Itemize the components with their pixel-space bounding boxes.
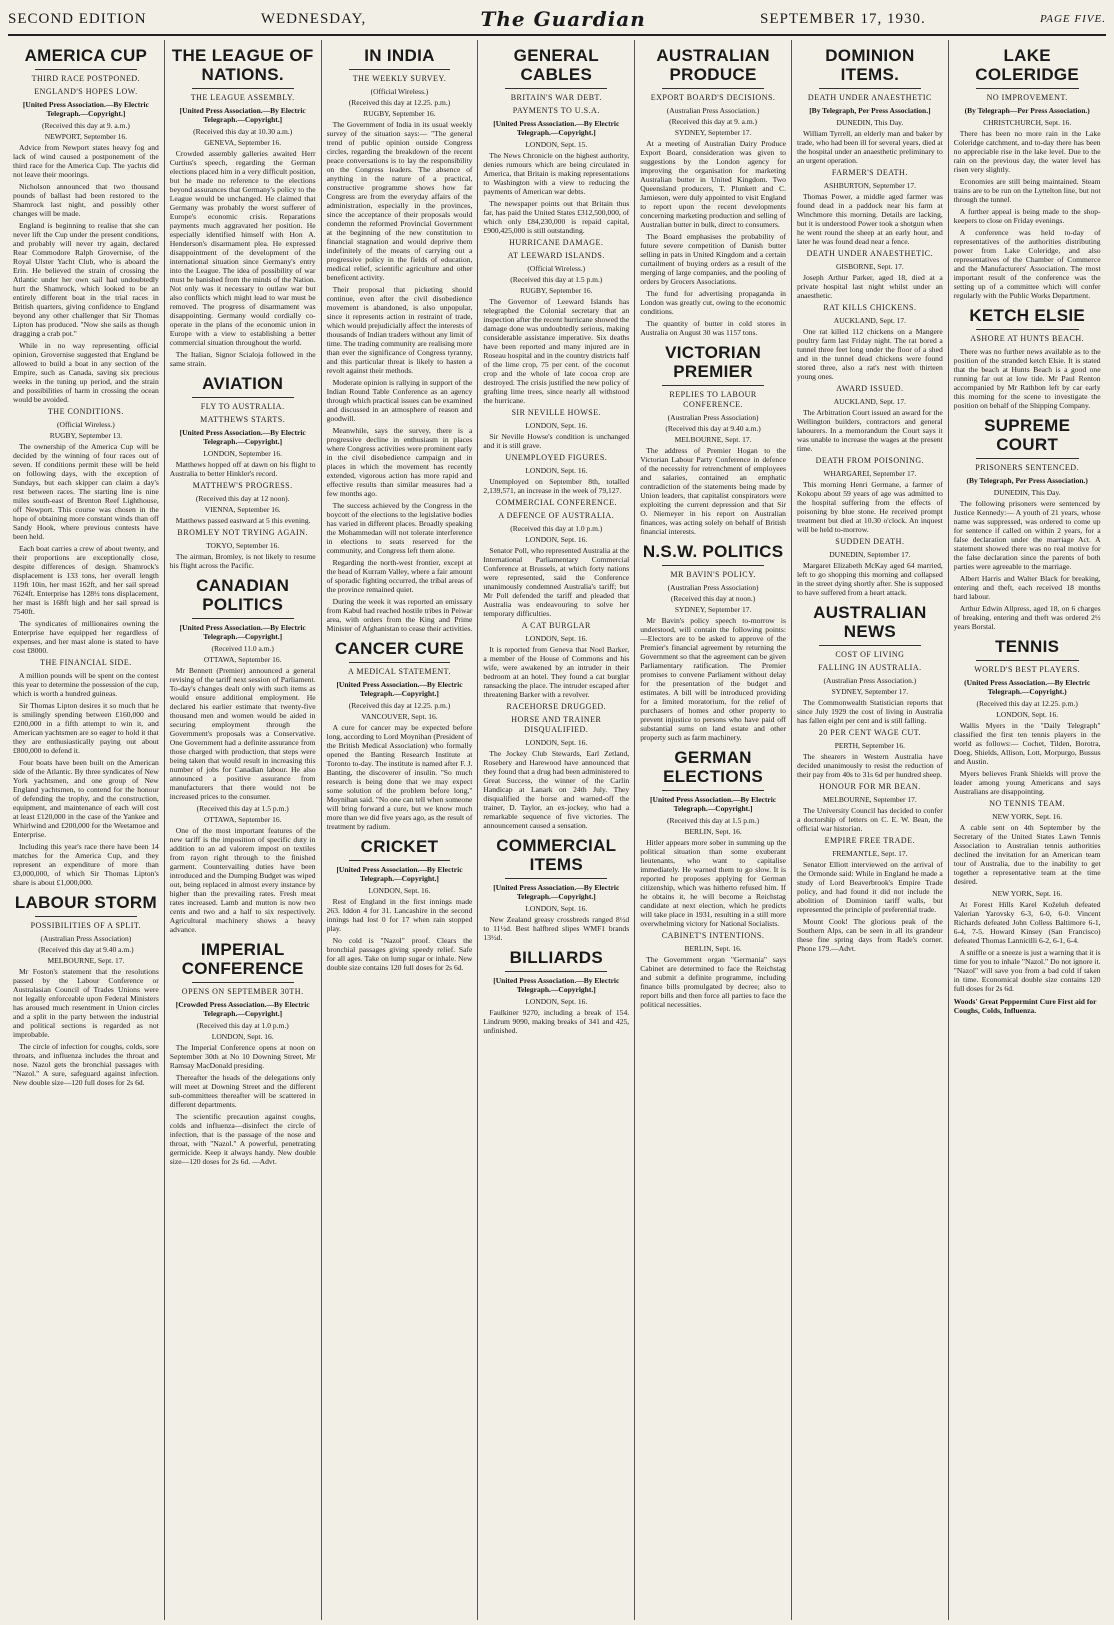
column-5: [635, 40, 792, 1620]
article-paragraph: The Commonwealth Statistician reports that since July 1929 the cost of living in Australia has fallen eight per cent and is still falling.: [796, 698, 943, 725]
headline-rule: [505, 878, 607, 879]
day-label: WEDNESDAY,: [260, 10, 367, 27]
article-paragraph: Crowded assembly galleries awaited Herr Curtius's speech, regarding the German elections placed him in a very difficult position, but he made no reference to the elections beyond assurances that Germany's policy to the League would be unchanged. He claimed that Germany was probably the worst sufferer of Europe's economic crisis. Reparations payments much aggravated her position. He especially identified himself with Hon A. Henderson's disarmament plea. He expressed disappointment of the development of the international situation since Germany's entry into the League. The idea of possibility of war must be banished from the minds of the Nation. Not only was it necessary to outlaw war but also conflicts which might lead to war must be removed. The progress of disarmament was disappointing. Germany would cordially co-operate in the plans of the economic union in Europe with a view to establishing a better commercial situation throughout the world.: [169, 149, 316, 347]
dateline: LONDON, Sept. 15.: [525, 140, 588, 149]
dateline: DUNEDIN, This Day.: [836, 118, 904, 127]
article-headline: TENNIS: [995, 637, 1060, 656]
article-paragraph: At Forest Hills Karel Koželuh defeated Valerian Yarovsky 6-3, 6-0, 6-0. Vincent Richards defeated John Colless Baltimore 6-1, 6-4, 7-5. Howard Kinsey (San Francisco) defeated Thomas Lannicilli 6-2, 6-1, 6-4.: [953, 900, 1101, 945]
dateline: LONDON, September 16.: [203, 449, 283, 458]
news-credit: [United Press Association.—By Electric Telegraph.—Copyright.]: [650, 795, 777, 813]
subheading: MR BAVIN'S POLICY.: [670, 570, 756, 579]
dateline: (Australian Press Association): [667, 583, 759, 592]
dateline: SYDNEY, September 17.: [674, 128, 752, 137]
dateline: LONDON, Sept. 16.: [996, 710, 1059, 719]
subheading: THE WEEKLY SURVEY.: [352, 74, 447, 83]
subheading: BROMLEY NOT TRYING AGAIN.: [177, 528, 308, 537]
masthead: [8, 4, 1106, 36]
article-paragraph: The quantity of butter in cold stores in Australia on August 30 was 1157 tons.: [640, 319, 786, 337]
article-headline: N.S.W. POLITICS: [642, 542, 784, 561]
article-paragraph: Advice from Newport states heavy fog and lack of wind caused a postponement of the third race for the America Cup. The yachts did not leave their moorings.: [13, 143, 159, 179]
dateline: (Australian Press Association.): [666, 106, 760, 115]
article-headline: THE LEAGUE OF NATIONS.: [171, 46, 314, 84]
headline-rule: [976, 88, 1079, 89]
article-paragraph: This morning Henri Germane, a farmer of Kokopu about 59 years of age was admitted to the hospital suffering from the effects of poisoning by blue stone. He received prompt treatment but died at 10.30 o'clock. An inquest will be held to-morrow.: [796, 480, 943, 534]
article-headline: COMMERCIAL ITEMS: [496, 836, 617, 874]
dateline: LONDON, Sept. 16.: [525, 466, 588, 475]
headline-rule: [819, 645, 921, 646]
article-headline: LAKE COLERIDGE: [975, 46, 1080, 84]
subheading: THE CONDITIONS.: [47, 407, 124, 416]
subheading: POSSIBILITIES OF A SPLIT.: [30, 921, 142, 930]
article-headline: AVIATION: [202, 374, 284, 393]
headline-rule: [662, 88, 764, 89]
article-paragraph: Unemployed on September 8th, totalled 2,139,571, an increase in the week of 79,127.: [483, 477, 630, 495]
dateline: (Received this day at 1.5 p.m.): [196, 804, 289, 813]
article-paragraph: Meanwhile, says the survey, there is a progressive decline in enthusiasm in places where Congress activities were prominent early in the civil disobedience campaign and in places in which the movement has recently extended, vigorous action has more rapid and effective results than similar measures had a few months ago.: [326, 426, 473, 498]
subheading: A DEFENCE OF AUSTRALIA.: [498, 511, 615, 520]
dateline: (Australian Press Association.): [823, 676, 917, 685]
dateline: (Australian Press Association): [667, 413, 759, 422]
headline-rule: [819, 88, 921, 89]
headline-rule: [662, 385, 764, 386]
article-paragraph: At a meeting of Australian Dairy Produce Export Board, consideration was given to suggestions by the London agency for improving the organisation for marketing Australian butter in United Kingdom. Two Queensland producers, T. Plunkett and C. Jamieson, were duly appointed to visit England to report upon the recent developments concerning marketing production and selling of Australian butter in bulk, direct to consumers.: [640, 139, 786, 229]
article-paragraph: There was no further news available as to the position of the stranded ketch Elsie. It is stated that the beach at Hunts Beach is a good one running far out at low tide. Mr Paul Renton accompanied by Mr Rathbon left by car early this morning for the scene to investigate the position on behalf of the Shipping Company.: [953, 347, 1101, 410]
subheading: NO IMPROVEMENT.: [986, 93, 1068, 102]
dateline: (Received this day at noon.): [670, 594, 756, 603]
article-paragraph: The syndicates of millionaires owning the Enterprise have equipped her regardless of expenses, and her mast alone is stated to have cost £8000.: [13, 619, 159, 655]
subheading: OPENS ON SEPTEMBER 30TH.: [181, 987, 304, 996]
headline-rule: [976, 660, 1079, 661]
dateline: MELBOURNE, September 17.: [823, 795, 917, 804]
article-headline: CANADIAN POLITICS: [196, 576, 290, 614]
headline-rule: [505, 971, 607, 972]
article-paragraph: The following prisoners were sentenced by Justice Kennedy:— A youth of 21 years, whose name was suppressed, was ordered to come up for sentence if called on within 2 years, for a false declaration under the marriage Act. A statement showed there was no real motive for the false declaration since the parents of both parties were agreeable to the marriage.: [953, 499, 1101, 571]
dateline: (Official Wireless.): [57, 420, 115, 429]
dateline: LONDON, Sept. 16.: [211, 1032, 274, 1041]
dateline: LONDON, Sept. 16.: [368, 886, 431, 895]
headline-rule: [976, 329, 1079, 330]
article-headline: AMERICA CUP: [24, 46, 148, 65]
article-paragraph: It is reported from Geneva that Noel Barker, a member of the House of Commons and his wife, were awakened by an intruder in their bedroom at an hotel. They found a cat burglar ransacking the place. The intruder escaped after threatening Barker with a revolver.: [483, 645, 630, 699]
headline-rule: [192, 397, 294, 398]
article-paragraph: Mr Foston's statement that the resolutions passed by the Labour Conference or Australasian Council of Trades Unions were not legally enforceable upon Federal Ministers has aroused much resentment in Union circles and a split in the party between the industrial and political sections is regarded as not improbable.: [13, 967, 159, 1039]
article-paragraph: The fund for advertising propaganda in London was greatly cut, owing to the economic conditions.: [640, 289, 786, 316]
article-paragraph: The circle of infection for coughs, colds, sore throats, and influenza includes the throat and nose. Nazol gets the bronchial passages with "Nazol." A sure, safeguard against infection. New double size—120 full doses for 2s 6d.: [13, 1042, 159, 1087]
dateline: (Received this day at 1.0 p.m.): [510, 524, 603, 533]
subheading: MATTHEW'S PROGRESS.: [192, 481, 293, 490]
dateline: LONDON, Sept. 16.: [525, 634, 588, 643]
dateline: (Received this day at 12.25. p.m.): [976, 699, 1078, 708]
article-paragraph: The success achieved by the Congress in the boycott of the elections to the legislative bodies has varied in different places. Broadly speaking the Mohammedan will not tolerate interference in elections to seats reserved for the community, and Congress left them alone.: [326, 501, 473, 555]
dateline: DUNEDIN, This Day.: [993, 488, 1061, 497]
dateline: NEW YORK, Sept. 16.: [992, 889, 1063, 898]
article-paragraph: Wallis Myers in the "Daily Telegraph" classified the first ten tennis players in the world as follows:— Cochet, Tilden, Borotra, Doeg, Shields, Allison, Lott, Morpurgo, Bussus and Austin.: [953, 721, 1101, 766]
headline-rule: [976, 458, 1079, 459]
dateline: (Received this day at 1.5 p.m.): [667, 816, 760, 825]
dateline: (Official Wireless.): [527, 264, 586, 273]
article-paragraph: Economies are still being maintained. Steam trains are to be run on the Lyttelton line, but not through the tunnel.: [953, 177, 1101, 204]
article-paragraph: William Tyrrell, an elderly man and baker by trade, who had been ill for several years, died at the hospital under an anaesthetic preliminary to an urgent operation.: [796, 129, 943, 165]
dateline: RUGBY, September 16.: [520, 286, 593, 295]
dateline: WHARGAREI, September 17.: [823, 469, 917, 478]
article-headline: KETCH ELSIE: [969, 306, 1086, 325]
columns-container: [8, 40, 1106, 1620]
dateline: SYDNEY, September 17.: [831, 687, 909, 696]
subheading: FLY TO AUSTRALIA.: [200, 402, 285, 411]
news-credit: [United Press Association.—By Electric Telegraph.—Copyright.]: [336, 680, 463, 698]
dateline: SYDNEY, September 17.: [674, 605, 752, 614]
article-paragraph: The Government of India in its usual weekly survey of the situation says:— "The general trend of public opinion outside Congress circles, regarding the breakdown of the recent peace conversations is to lay the responsibility on the Congress leaders. The absence of anything in the nature of a practical, constructive programme shows how far Congress are from the everyday affairs of the administration, especially in the provinces, since the acceptance of their proposals would condemn the reformed Provincial Government at the beginning of the new constitution to financial stagnation and would deprive them indefinitely of the means of carrying out a progressive policy in the fields of education, medical relief, scientific agriculture and other beneficent activity.: [326, 120, 473, 282]
news-credit: (United Press Association.—By Electric Telegraph.—Copyright.): [964, 678, 1091, 696]
article-paragraph: No cold is "Nazol" proof. Clears the bronchial passages giving speedy relief. Safe for all ages. Take on lump sugar or inhale. New double size contains 120 full doses for 2s 6d.: [326, 936, 473, 972]
subheading: SIR NEVILLE HOWSE.: [511, 408, 602, 417]
article-paragraph: The Government organ "Germania" says Cabinet are determined to face the Reichstag and submit a definite programme, including finance bills promulgated by decree; also to report bills and then force all parties to face the political necessities.: [640, 955, 786, 1009]
subheading: SUDDEN DEATH.: [835, 537, 905, 546]
dateline: AUCKLAND, Sept. 17.: [833, 397, 907, 406]
news-credit: (By Telegraph—Per Press Association.): [964, 106, 1090, 115]
dateline: (Received this day at 12 noon).: [195, 494, 290, 503]
article-paragraph: The newspaper points out that Britain thus far, has paid the United States £312,500,000, of which only £84,230,000 is repaid capital, £900,425,000 is still outstanding.: [483, 199, 630, 235]
dateline: TOKYO, September 16.: [206, 541, 280, 550]
dateline: OTTAWA, September 16.: [203, 815, 282, 824]
article-paragraph: Albert Harris and Walter Black for breaking, entering and theft, each received 18 months hard labour.: [953, 574, 1101, 601]
article-headline: CANCER CURE: [335, 639, 464, 658]
dateline: BERLIN, Sept. 16.: [684, 827, 742, 836]
article-paragraph: Each boat carries a crew of about twenty, and their proportions are exceptionally close, despite differences of design. Shamrock's displacement is 133 tons, her overall length 119ft 10in, her mast 162ft, and her sail spread 7624ft. Enterprise has 128½ tons displacement, her mast is 168ft high and her sail spread is 7540ft.: [13, 544, 159, 616]
dateline: DUNEDIN, September 17.: [829, 550, 911, 559]
dateline: LONDON, Sept. 16.: [525, 738, 588, 747]
article-paragraph: The shearers in Western Australia have decided unanimously to resist the reduction of their pay from 40s to 31s 6d per hundred sheep.: [796, 752, 943, 779]
article-paragraph: Senator Poll, who represented Australia at the International Parliamentary Commercial Conference at Brussels, at which forty nations were represented, said the Conference unanimously condemned Australia's tariff; but Mr Poll defended the tariff and pleaded that Australia was endeavouring to solve her temporary difficulties.: [483, 546, 630, 618]
article-headline: GENERAL CABLES: [513, 46, 599, 84]
dateline: VANCOUVER, Sept. 16.: [361, 712, 438, 721]
dateline: GENEVA, September 16.: [204, 138, 282, 147]
subheading: EMPIRE FREE TRADE.: [824, 836, 916, 845]
subheading: CABINET'S INTENTIONS.: [661, 931, 765, 940]
headline-rule: [349, 860, 451, 861]
subheading: DEATH FROM POISONING.: [815, 456, 925, 465]
news-credit: [United Press Association.—By Electric Telegraph.—Copyright.]: [493, 883, 620, 901]
article-paragraph: Nicholson announced that two thousand pounds of ballast had been restored to the Shamrock last night, and possibly other changes will be made.: [13, 182, 159, 218]
date-label: SEPTEMBER 17, 1930.: [760, 10, 926, 27]
subheading: HURRICANE DAMAGE.: [509, 238, 604, 247]
article-paragraph: Sir Neville Howse's condition is unchanged and it is still grave.: [483, 432, 630, 450]
headline-rule: [192, 982, 294, 983]
subheading: NO TENNIS TEAM.: [989, 799, 1066, 808]
subheading: 20 PER CENT WAGE CUT.: [818, 728, 922, 737]
article-paragraph: New Zealand greasy crossbreds ranged 8½d to 11½d. Best halfbred slipes WMF1 brands 13½d.: [483, 915, 630, 942]
subheading: AT LEEWARD ISLANDS.: [507, 251, 605, 260]
news-credit: (By Telegraph, Per Press Association.): [966, 476, 1088, 485]
article-paragraph: Their proposal that picketing should continue, even after the civil disobedience movement is abandoned, is also unpopular, since it represents action in restraint of trade, which would prejudicially affect the interests of thousands of Indian traders without any limit of time. The trading community are realising more than ever the significance of Congress tyranny, and this particular threat is likely to hasten a revolt against their methods.: [326, 285, 473, 375]
article-headline: VICTORIAN PREMIER: [665, 343, 762, 381]
article-paragraph: The Imperial Conference opens at noon on September 30th at No 10 Downing Street, Mr Ramsay MacDonald presiding.: [169, 1043, 316, 1070]
subheading: FALLING IN AUSTRALIA.: [818, 663, 922, 672]
subheading: PRISONERS SENTENCED.: [975, 463, 1080, 472]
page-number: PAGE FIVE.: [1039, 13, 1106, 25]
article-headline: AUSTRALIAN PRODUCE: [656, 46, 770, 84]
article-headline: DOMINION ITEMS.: [825, 46, 915, 84]
article-paragraph: Thereafter the heads of the delegations only will meet at Downing Street and the different sub-committees thereafter will be scattered in different departments.: [169, 1073, 316, 1109]
dateline: NEW YORK, Sept. 16.: [992, 812, 1063, 821]
article-paragraph: Myers believes Frank Shields will prove the leader among young Americans and says Australians are disappointing.: [953, 769, 1101, 796]
article-paragraph: Joseph Arthur Parker, aged 18, died at a private hospital last night whilst under an anaesthetic.: [796, 273, 943, 300]
article-paragraph: The Jockey Club Stewards, Earl Zetland, Rosebery and Harewood have announced that they found that a drug had been administered to Great Success, the winner of the Carlin Handicap at Lanark on 24th July. They disqualified the horse and warned-off the trainer, D. Taylor, an ex-jockey, who had a remarkable sequence of five victories. The announcement caused a sensation.: [483, 749, 630, 830]
article-paragraph: The airman, Bromley, is not likely to resume his flight across the Pacific.: [169, 552, 316, 570]
article-paragraph: Including this year's race there have been 14 matches for the America Cup, and they represent an expenditure of more than £3,000,000, of which Sir Thomas Lipton's share is about £1,000,000.: [13, 842, 159, 887]
dateline: LONDON, Sept. 16.: [525, 421, 588, 430]
dateline: NEWPORT, September 16.: [44, 132, 128, 141]
dateline: MELBOURNE, Sept. 17.: [674, 435, 752, 444]
dateline: VIENNA, September 16.: [204, 505, 281, 514]
dateline: (Received this day at 9. a.m.): [669, 117, 758, 126]
article-paragraph: The University Council has decided to confer a doctorship of letters on C. E. W. Bean, the official war historian.: [796, 806, 943, 833]
subheading: THIRD RACE POSTPONED.: [31, 74, 141, 83]
article-paragraph: While in no way representing official opinion, Grovernise suggested that England be allowed to build a boat in any section of the Empire, such as Canada, saving six precious weeks in the tuning up period, and the strain and possibilities of harm in crossing the ocean would be avoided.: [13, 341, 159, 404]
headline-rule: [35, 916, 137, 917]
article-paragraph: The scientific precaution against coughs, colds and influenza—disinfect the circle of infection, that is the passage of the nose and throat, with "Nazol." A powerful, penetrating germicide. Keep it always handy. New double size—120 doses for 2s 6d. —Advt.: [169, 1112, 316, 1166]
headline-rule: [35, 69, 137, 70]
article-paragraph: Moderate opinion is rallying in support of the Indian Round Table Conference as an agency through which practical issues can be examined and discussed in an atmosphere of reason and goodwill.: [326, 378, 473, 423]
dateline: LONDON, Sept. 16.: [525, 997, 588, 1006]
article-paragraph: A cable sent on 4th September by the Secretary of the United States Lawn Tennis Association to Australian tennis authorities declined the invitation for an American team tour of Australia, due to the inability to get together a representative team at the time desired.: [953, 823, 1101, 886]
dateline: GISBORNE, Sept. 17.: [836, 262, 904, 271]
article-paragraph: A sniffle or a sneeze is just a warning that it is time for you to inhale "Nazol." Do not ignore it. "Nazol" will save you from a bad cold if taken in time. Economical double size contains 120 full doses for 2s 6d.: [953, 948, 1101, 993]
article-paragraph: The News Chronicle on the highest authority, denies rumours which are being circulated in America, that Britain is making representations to Washington with a view to reducing the payments of American war debts.: [483, 151, 630, 196]
subheading: RACEHORSE DRUGGED.: [506, 702, 607, 711]
article-paragraph: A further appeal is being made to the shop-keepers to close on Friday evenings.: [953, 207, 1101, 225]
article-paragraph: A cure for cancer may be expected before long, according to Lord Moynihan (President of the British Medical Association) who formally opened the Banting Research Institute at Toronto to-day. The institute is named after F. J. Banting, the discoverer of insulin. "So much research is being done that we may expect some solution of the problem before long," Moynihan said. "No one can tell when someone will bring forward a cure, but we know much more than we did five years ago, as the result of treatment by radium.: [326, 723, 473, 831]
subheading: ENGLAND'S HOPES LOW.: [34, 87, 138, 96]
dateline: (Received this day at 1.5 p.m.): [510, 275, 603, 284]
dateline: (Received this day at 10.30 a.m.): [193, 127, 293, 136]
article-paragraph: Senator Elliott interviewed on the arrival of the Ormonde said: While in England he made a study of Lord Beaverbrook's Empire Trade policy, and had found it did not include the abolition of Dominion tariff walls, but represented the principle of preferential trade.: [796, 860, 943, 914]
article-headline: CRICKET: [360, 837, 439, 856]
article-paragraph: Arthur Edwin Allpress, aged 18, on 6 charges of breaking, entering and theft was ordered 2½ years Borstal.: [953, 604, 1101, 631]
dateline: RUGBY, September 16.: [363, 109, 436, 118]
dateline: CHRISTCHURCH, Sept. 16.: [983, 118, 1072, 127]
news-credit: [Crowded Press Association.—By Electric Telegraph.—Copyright.]: [175, 1000, 310, 1018]
article-paragraph: The address of Premier Hogan to the Victorian Labour Party Conference in defence of the necessity for retrenchment of employees and salaries, contained an emphatic contradiction of the statements being made by Union leaders, that capitalist conspirators were exploiting the current depression and that Sir O. Niemeyer in his report on Australian finances, was acting solely on behalf of British financial interests.: [640, 446, 786, 536]
article-paragraph: Four boats have been built on the American side of the Atlantic. By three syndicates of New York yachtsmen, and one group of New England yachtsmen, to contend for the honour of defending the trophy, and the construction, equipment, and maintenance of each will cost at least £120,000 in the case of the Yankee and Whirlwind and £200,000 for the Weetamoe and Enterprise.: [13, 758, 159, 839]
subheading: MATTHEWS STARTS.: [200, 415, 286, 424]
news-credit: [United Press Association.—By Electric Telegraph.—Copyright.]: [179, 106, 306, 124]
article-headline: IN INDIA: [364, 46, 435, 65]
subheading: UNEMPLOYED FIGURES.: [505, 453, 608, 462]
newspaper-title: The Guardian: [480, 7, 646, 31]
article-paragraph: Sir Thomas Lipton desires it so much that he is smilingly spending between £160,000 and £200,000 in a fifth attempt to win it, and American yachtsmen are so eager to hold it that they are enthusiastically paying out about £800,000 to defend it.: [13, 701, 159, 755]
subheading: FARMER'S DEATH.: [831, 168, 908, 177]
article-paragraph: One of the most important features of the new tariff is the imposition of specific duty in addition to an ad valorem impost on textiles from rayon right through to the finished garment. Countervailing duties have been introduced and the Dumping Budget was wiped out, being replaced in almost every instance by higher than the prevailing rates. Fresh meat rates increased. Lamb and mutton is now two cents and two and a half to six respectively. Agricultural machinery shows a heavy advance.: [169, 826, 316, 934]
news-credit: [United Press Association.—By Electric Telegraph.—Copyright.]: [336, 865, 463, 883]
edition-label: SECOND EDITION: [8, 10, 147, 27]
article-paragraph: The Governor of Leeward Islands has telegraphed the Colonial secretary that an inspection after the recent hurricane showed the damage done was undoubtedly serious, making considerable assistance imperative. Six deaths have been reported and many injured are in Roseau hospital and in the country districts half of the lime crop, 75 per cent. of the coconut crop and the whole of late cocoa crop are destroyed. The crisis justified the new policy of grafting lime trees, since nearly all withstood the hurricane.: [483, 297, 630, 405]
dateline: MELBOURNE, Sept. 17.: [47, 956, 125, 965]
news-credit: [United Press Association.—By Electric Telegraph.—Copyright.]: [493, 976, 620, 994]
column-1: [8, 40, 165, 1620]
subheading: HONOUR FOR MR BEAN.: [819, 782, 921, 791]
dateline: (Received this day at 9.40 a.m.): [38, 945, 134, 954]
subheading: BRITAIN'S WAR DEBT.: [510, 93, 602, 102]
article-paragraph: A million pounds will be spent on the contest this year to determine the possession of the cup, which is worth a hundred guineas.: [13, 671, 159, 698]
headline-rule: [505, 88, 607, 89]
article-paragraph: England is beginning to realise that she can never lift the Cup under the present conditions, and probably will never try again, declared Rear Commodore Ralph Grovernise, of the Royal Ulster Yacht Club, who is aboard the Erin. He believed the strain of crossing the Atlantic under her own sail had undoubtedly hurt the Shamrock, which looked to be an entirely different boat in the trial races in British quarters, giving confidence to England beyond any other challenger that Sir Thomas Lipton has produced. "Now she sails as though dragging a crab pot.": [13, 221, 159, 338]
headline-rule: [192, 618, 294, 619]
column-2: [165, 40, 322, 1620]
news-credit: [United Press Association.—By Electric Telegraph.—Copyright.]: [493, 119, 620, 137]
dateline: (Received this day at 12.25. p.m.): [348, 98, 451, 107]
subheading: DEATH UNDER ANAESTHETIC: [807, 93, 932, 102]
advertisement: Woods' Great Peppermint Cure First aid for Coughs, Colds, Influenza.: [953, 997, 1097, 1015]
dateline: (Received 11.0 a.m.): [211, 644, 274, 653]
article-headline: AUSTRALIAN NEWS: [813, 603, 927, 641]
dateline: OTTAWA, September 16.: [203, 655, 282, 664]
article-paragraph: One rat killed 112 chickens on a Mangere poultry farm last Friday night. The rat bored a tunnel three feet long under the floor of a shed and in the tunnel dead chickens were found stored three, also a rat's nest with thirteen young ones.: [796, 327, 943, 381]
article-paragraph: The Board emphasises the probability of future severe competition of Danish butter selling in pats in United Kingdom and a certain curtailment of buying orders as a result of the merging of large companies, and the pooling of orders by Grocers Associations.: [640, 232, 786, 286]
article-paragraph: A conference was held to-day of representatives of the authorities distributing power from Lake Coleridge, and also representatives of the Chamber of Commerce and the Manufacturers' Association. The most important result of the conference was the setting up of a committee which will confer regularly with the Public Works Department.: [953, 228, 1101, 300]
subheading: A MEDICAL STATEMENT.: [348, 667, 451, 676]
article-headline: SUPREME COURT: [984, 416, 1071, 454]
subheading: WORLD'S BEST PLAYERS.: [974, 665, 1081, 674]
article-headline: LABOUR STORM: [14, 893, 157, 912]
article-paragraph: The ownership of the America Cup will be decided by the winning of four races out of seven. If conditions permit these will be held on following days, with the exception of Sundays, but each skipper can claim a day's rest between races. The starting line is nine miles south-east of Brenton Reef Lighthouse, off Newport. This course was chosen in the hope of obtaining more constant winds than off Sandy Hook, where previous contests have been held.: [13, 442, 159, 541]
article-paragraph: Mr Bennett (Premier) announced a general revising of the tariff next session of Parliament. To-day's changes dealt only with such items as would ensure additional employment. He declared his earlier estimate that twenty-five thousand men and women would be aided in securing employment through the Government's proposals was a Conservative. One Government had a definite assurance from those charged with production, that steps were being taken that would result in increasing this number of jobs for Canadian labour. He also announced a positive assurance from manufacturers that there would not be increased prices to the consumer.: [169, 666, 316, 801]
article-headline: IMPERIAL CONFERENCE: [181, 940, 304, 978]
column-3: [322, 40, 479, 1620]
subheading: THE LEAGUE ASSEMBLY.: [190, 93, 295, 102]
subheading: EXPORT BOARD'S DECISIONS.: [650, 93, 776, 102]
headline-rule: [192, 88, 294, 89]
dateline: (Received this day at 9.40 a.m.): [665, 424, 761, 433]
subheading: HORSE AND TRAINER DISQUALIFIED.: [511, 715, 602, 734]
news-credit: [United Press Association.—By Electric Telegraph.—Copyright.]: [22, 100, 149, 118]
dateline: LONDON, Sept. 16.: [525, 904, 588, 913]
column-7: [949, 40, 1106, 1620]
article-paragraph: Rest of England in the first innings made 263. Iddon 4 for 31. Lancashire in the second innings had lost 0 for 17 when rain stopped play.: [326, 897, 473, 933]
article-paragraph: Margaret Elizabeth McKay aged 64 married, left to go shopping this morning and collapsed in the street dying shortly after. She is supposed to have suffered from a heart attack.: [796, 561, 943, 597]
subheading: RAT KILLS CHICKENS.: [823, 303, 917, 312]
column-6: [792, 40, 949, 1620]
subheading: REPLIES TO LABOUR CONFERENCE.: [669, 390, 757, 409]
article-paragraph: There has been no more rain in the Lake Coleridge catchment, and to-day there has been no appreciable rise in the lake level. Due to the rain on the previous day, the water level has risen very slightly.: [953, 129, 1101, 174]
article-paragraph: Mr Bavin's policy speech to-morrow is understood, will contain the following points:—Electors are to be asked to approve of the Premier's financial agreement by returning the Government so that the agreement can be given Parliamentary ratification. The Premier promises to convene Parliament without delay for the presentation of the budget and estimates. A bill will be introduced providing for a limited moratorium, for the relief of purchasers of homes and other property to prevent injustice to persons who have paid off substantial sums on land estate and other property such as farm machinery.: [640, 616, 786, 742]
subheading: PAYMENTS TO U.S.A.: [512, 106, 600, 115]
article-paragraph: Mount Cook! The glorious peak of the Southern Alps, can be seen in all its grandeur these fine spring days from Rade's corner. Phone 179.—Advt.: [796, 917, 943, 953]
dateline: (Received this day at 1.0 p.m.): [196, 1021, 289, 1030]
dateline: RUGBY, September 13.: [49, 431, 123, 440]
news-credit: [United Press Association.—By Electric Telegraph.—Copyright.]: [179, 623, 306, 641]
news-credit: [United Press Association.—By Electric Telegraph.—Copyright.]: [179, 428, 306, 446]
dateline: AUCKLAND, Sept. 17.: [833, 316, 907, 325]
dateline: (Official Wireless.): [370, 87, 429, 96]
article-paragraph: Faulkiner 9270, including a break of 154. Lindrum 9090, making breaks of 341 and 425, unfinished.: [483, 1008, 630, 1035]
headline-rule: [349, 69, 451, 70]
article-paragraph: Matthews passed eastward at 5 this evening.: [175, 516, 311, 525]
subheading: THE FINANCIAL SIDE.: [40, 658, 132, 667]
dateline: ASHBURTON, September 17.: [823, 181, 917, 190]
dateline: FREMANTLE, Sept. 17.: [832, 849, 908, 858]
article-headline: GERMAN ELECTIONS: [663, 748, 764, 786]
headline-rule: [349, 662, 451, 663]
subheading: ASHORE AT HUNTS BEACH.: [970, 334, 1085, 343]
subheading: AWARD ISSUED.: [836, 384, 904, 393]
article-paragraph: During the week it was reported an emissary from Kabul had reached hostile tribes in Peiwar area, with orders from the King and Prime Minister of Afghanistan to cease their activities.: [326, 597, 473, 633]
news-credit: [By Telegraph, Per Press Association.]: [809, 106, 931, 115]
dateline: (Australian Press Association): [40, 934, 132, 943]
article-paragraph: The Arbitration Court issued an award for the Wellington builders, contractors and general labourers. In a memorandum the Court says it was unable to increase the wages at the present time.: [796, 408, 943, 453]
column-4: [478, 40, 635, 1620]
article-paragraph: Hitler appears more sober in summing up the political situation than some exuberant lieutenants, who want to capitalise immediately. He warned them to go slow. It is reported he proposes applying for German citizenship, which was hitherto refused him. If he obtains it, he will become a Reichstag candidate at next election, which he predicts will take place in 1931, resulting in a still more overwhelming victory for National Socialists.: [640, 838, 786, 928]
article-headline: BILLIARDS: [509, 948, 603, 967]
article-paragraph: The Italian, Signor Scialoja followed in the same strain.: [169, 350, 316, 368]
subheading: COMMERCIAL CONFERENCE.: [495, 498, 617, 507]
article-paragraph: Regarding the north-west frontier, except at the head of Kurram Valley, where a fair amount of sporadic fighting occurred, the tribal areas of the province remained quiet.: [326, 558, 473, 594]
article-paragraph: Thomas Power, a middle aged farmer was found dead in a paddock near his farm at Winchmore this morning. Details are lacking, but it is understood Power took a shotgun when he went round the sheep at an early hour, and later he was found dead near a fence.: [796, 192, 943, 246]
dateline: (Received this day at 9. a.m.): [41, 121, 130, 130]
headline-rule: [662, 790, 764, 791]
dateline: BERLIN, Sept. 16.: [684, 944, 742, 953]
subheading: A CAT BURGLAR: [521, 621, 591, 630]
dateline: PERTH, September 16.: [834, 741, 906, 750]
dateline: (Received this day at 12.25. p.m.): [348, 701, 451, 710]
subheading: DEATH UNDER ANAESTHETIC.: [806, 249, 934, 258]
dateline: LONDON, Sept. 16.: [525, 535, 588, 544]
headline-rule: [662, 565, 764, 566]
article-paragraph: Matthews hopped off at dawn on his flight to Australia to better Hinkler's record.: [169, 460, 316, 478]
subheading: COST OF LIVING: [835, 650, 905, 659]
